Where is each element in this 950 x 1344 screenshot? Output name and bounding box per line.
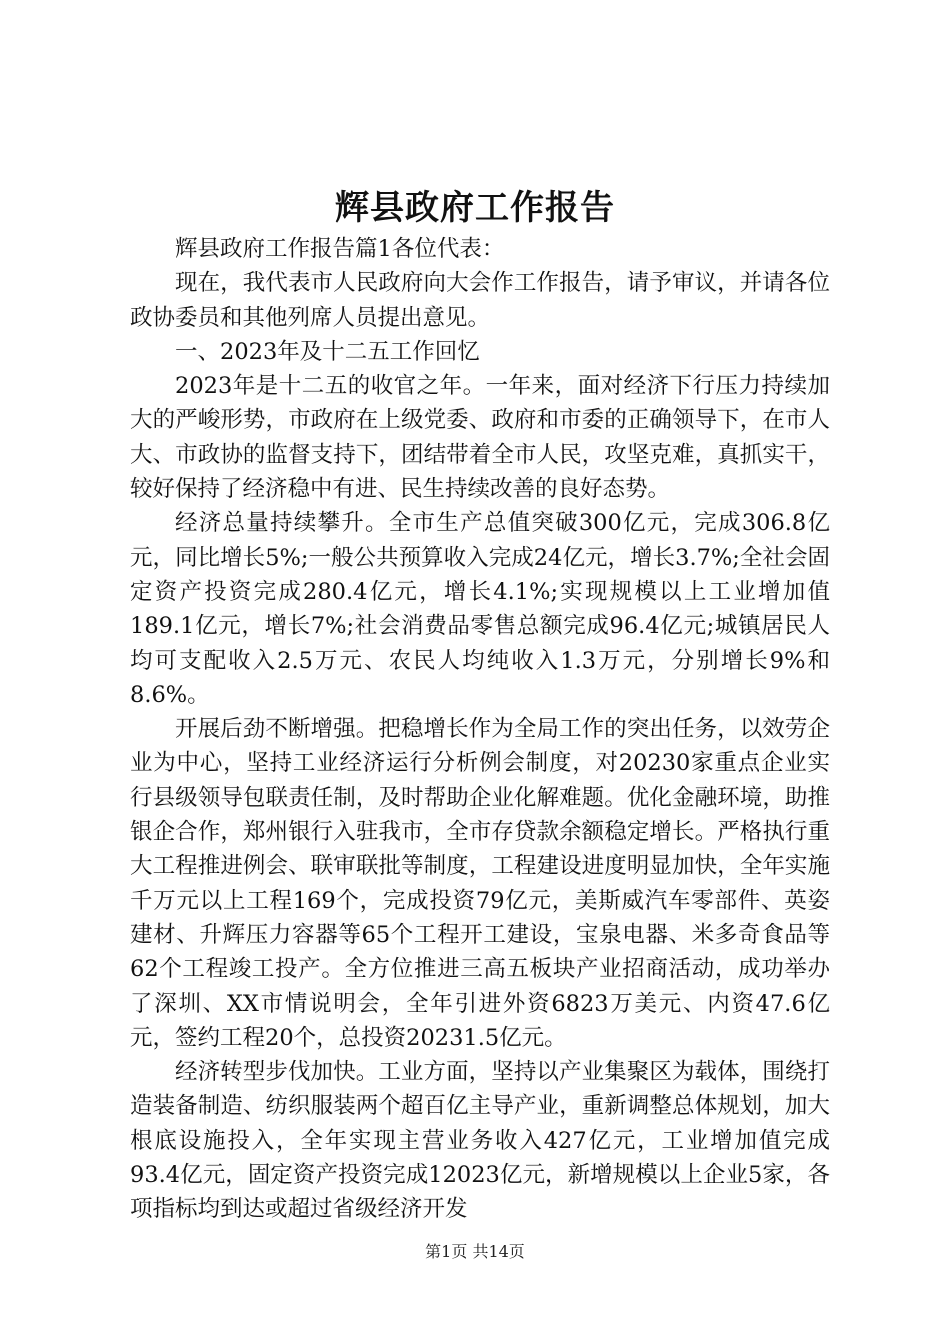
paragraph: 2023年是十二五的收官之年。一年来，面对经济下行压力持续加大的严峻形势，市政府在上级党委、政府和市委的正确领导下，在市人大、市政协的监督支持下，团结带着全市人民，攻坚克难，真抓实干，较好保持了经济稳中有进、民生持续改善的良好态势。	[130, 373, 830, 503]
page-footer: 第1页 共14页	[425, 1242, 525, 1261]
document-body	[130, 232, 830, 1227]
paragraph: 经济总量持续攀升。全市生产总值突破300亿元，完成306.8亿元，同比增长5%;一般公共预算收入完成24亿元，增长3.7%;全社会固定资产投资完成280.4亿元，增长4.1%;实现规模以上工业增加值189.1亿元，增长7%;社会消费品零售总额完成96.4亿元;城镇居民人均可支配收入2.5万元、农民人均纯收入1.3万元，分别增长9%和8.6%。	[130, 510, 830, 708]
section-heading: 一、2023年及十二五工作回忆	[175, 338, 480, 365]
paragraph: 经济转型步伐加快。工业方面，坚持以产业集聚区为载体，围绕打造装备制造、纺织服装两个超百亿主导产业，重新调整总体规划，加大根底设施投入，全年实现主营业务收入427亿元，工业增加值完成93.4亿元，固定资产投资完成12023亿元，新增规模以上企业5家，各项指标均到达或超过省级经济开发	[130, 1059, 830, 1223]
document-title: 辉县政府工作报告	[335, 188, 615, 228]
paragraph: 现在，我代表市人民政府向大会作工作报告，请予审议，并请各位政协委员和其他列席人员提出意见。	[130, 270, 830, 331]
paragraph: 开展后劲不断增强。把稳增长作为全局工作的突出任务，以效劳企业为中心，坚持工业经济运行分析例会制度，对20230家重点企业实行县级领导包联责任制，及时帮助企业化解难题。优化金融环境，助推银企合作，郑州银行入驻我市，全市存贷款余额稳定增长。严格执行重大工程推进例会、联审联批等制度，工程建设进度明显加快，全年实施千万元以上工程169个，完成投资79亿元，美斯威汽车零部件、英姿建材、升辉压力容器等65个工程开工建设，宝泉电器、米多奇食品等62个工程竣工投产。全方位推进三高五板块产业招商活动，成功举办了深圳、XX市情说明会，全年引进外资6823万美元、内资47.6亿元，签约工程20个，总投资20231.5亿元。	[130, 716, 830, 1051]
paragraph: 辉县政府工作报告篇1各位代表：	[175, 236, 505, 262]
